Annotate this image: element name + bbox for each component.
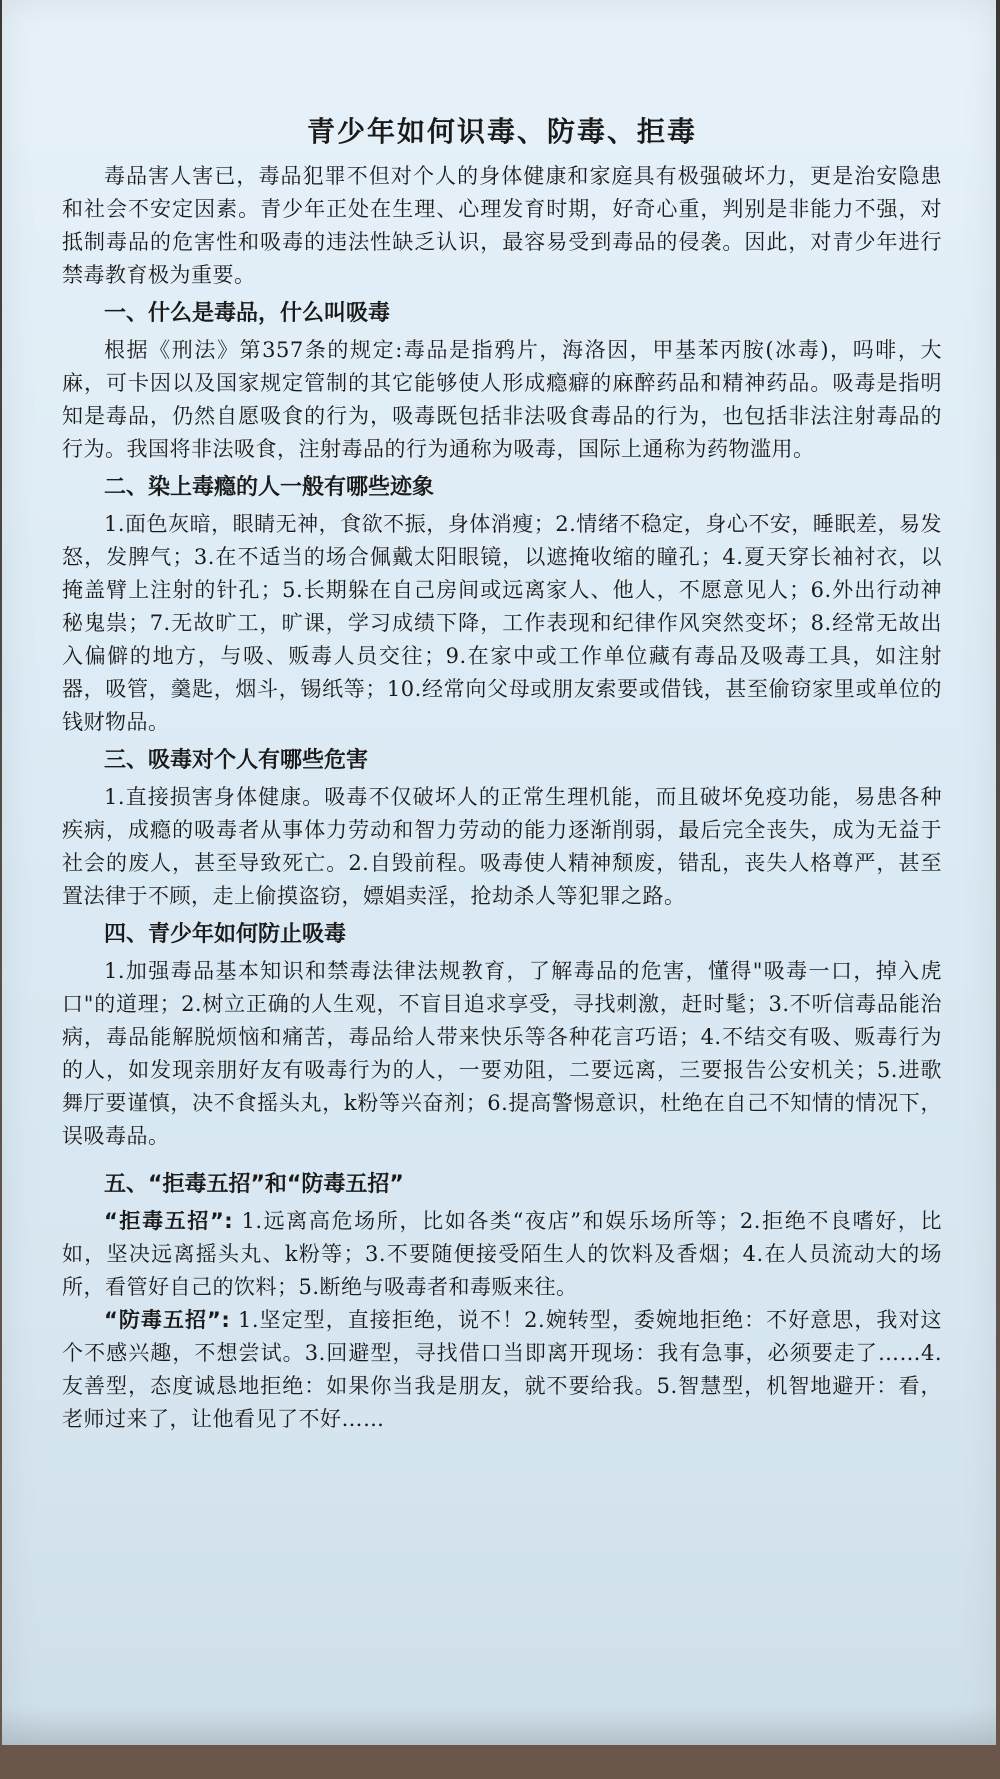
section-4-body: 1.加强毒品基本知识和禁毒法律法规教育，了解毒品的危害，懂得"吸毒一口，掉入虎口"的道理；2.树立正确的人生观，不盲目追求享受，寻找刺激，赶时髦；3.不听信毒品能治病，毒品能解脱烦恼和痛苦，毒品给人带来快乐等各种花言巧语；4.不结交有吸、贩毒行为的人，如发现亲朋好友有吸毒行为的人，一要劝阻，二要远离，三要报告公安机关；5.进歌舞厅要谨慎，决不食摇头丸，k粉等兴奋剂；6.提高警惕意识，杜绝在自己不知情的情况下，误吸毒品。: [62, 959, 942, 1148]
refuse-five-paragraph: [62, 1205, 942, 1304]
refuse-five-body: 1.远离高危场所，比如各类“夜店”和娱乐场所等；2.拒绝不良嗜好，比如，坚决远离摇头丸、k粉等；3.不要随便接受陌生人的饮料及香烟；4.在人员流动大的场所，看管好自己的饮料；5.断绝与吸毒者和毒贩来往。: [62, 1209, 942, 1299]
refuse-five-label: “拒毒五招”:: [104, 1209, 234, 1233]
intro-paragraph: 毒品害人害已，毒品犯罪不但对个人的身体健康和家庭具有极强破坏力，更是治安隐患和社会不安定因素。青少年正处在生理、心理发育时期，好奇心重，判别是非能力不强，对抵制毒品的危害性和吸毒的违法性缺乏认识，最容易受到毒品的侵袭。因此，对青少年进行禁毒教育极为重要。: [62, 164, 942, 287]
section-2-body: 1.面色灰暗，眼睛无神，食欲不振，身体消瘦；2.情绪不稳定，身心不安，睡眠差，易发怒，发脾气；3.在不适当的场合佩戴太阳眼镜，以遮掩收缩的瞳孔；4.夏天穿长袖衬衣，以掩盖臂上注射的针孔；5.长期躲在自己房间或远离家人、他人，不愿意见人；6.外出行动神秘鬼祟；7.无故旷工，旷课，学习成绩下降，工作表现和纪律作风突然变坏；8.经常无故出入偏僻的地方，与吸、贩毒人员交往；9.在家中或工作单位藏有毒品及吸毒工具，如注射器，吸管，羹匙，烟斗，锡纸等；10.经常向父母或朋友索要或借钱，甚至偷窃家里或单位的钱财物品。: [62, 512, 942, 734]
section-1-heading: 一、什么是毒品，什么叫吸毒: [104, 301, 391, 326]
section-5-heading: 五、“拒毒五招”和“防毒五招”: [104, 1172, 404, 1197]
section-3-heading: 三、吸毒对个人有哪些危害: [104, 748, 369, 773]
prevent-five-paragraph: [62, 1304, 942, 1436]
document-title: 青少年如何识毒、防毒、拒毒: [306, 115, 697, 148]
section-4-heading: 四、青少年如何防止吸毒: [104, 922, 347, 947]
section-1-body: 根据《刑法》第357条的规定:毒品是指鸦片，海洛因，甲基苯丙胺(冰毒)，吗啡，大麻，可卡因以及国家规定管制的其它能够使人形成瘾癖的麻醉药品和精神药品。吸毒是指明知是毒品，仍然自愿吸食的行为，吸毒既包括非法吸食毒品的行为，也包括非法注射毒品的行为。我国将非法吸食，注射毒品的行为通称为吸毒，国际上通称为药物滥用。: [62, 338, 942, 461]
paper-shadow: [2, 1705, 996, 1745]
section-3-body: 1.直接损害身体健康。吸毒不仅破坏人的正常生理机能，而且破坏免疫功能，易患各种疾病，成瘾的吸毒者从事体力劳动和智力劳动的能力逐渐削弱，最后完全丧失，成为无益于社会的废人，甚至导致死亡。2.自毁前程。吸毒使人精神颓废，错乱，丧失人格尊严，甚至置法律于不顾，走上偷摸盗窃，嫖娼卖淫，抢劫杀人等犯罪之路。: [62, 785, 942, 908]
document-content: [62, 112, 942, 1436]
prevent-five-label: “防毒五招”:: [104, 1308, 231, 1332]
prevent-five-body: 1.坚定型，直接拒绝，说不！2.婉转型，委婉地拒绝：不好意思，我对这个不感兴趣，不想尝试。3.回避型，寻找借口当即离开现场：我有急事，必须要走了……4.友善型，态度诚恳地拒绝：如果你当我是朋友，就不要给我。5.智慧型，机智地避开：看，老师过来了，让他看见了不好……: [62, 1308, 942, 1431]
section-2-heading: 二、染上毒瘾的人一般有哪些迹象: [104, 475, 435, 500]
paper-sheet: [2, 0, 996, 1745]
